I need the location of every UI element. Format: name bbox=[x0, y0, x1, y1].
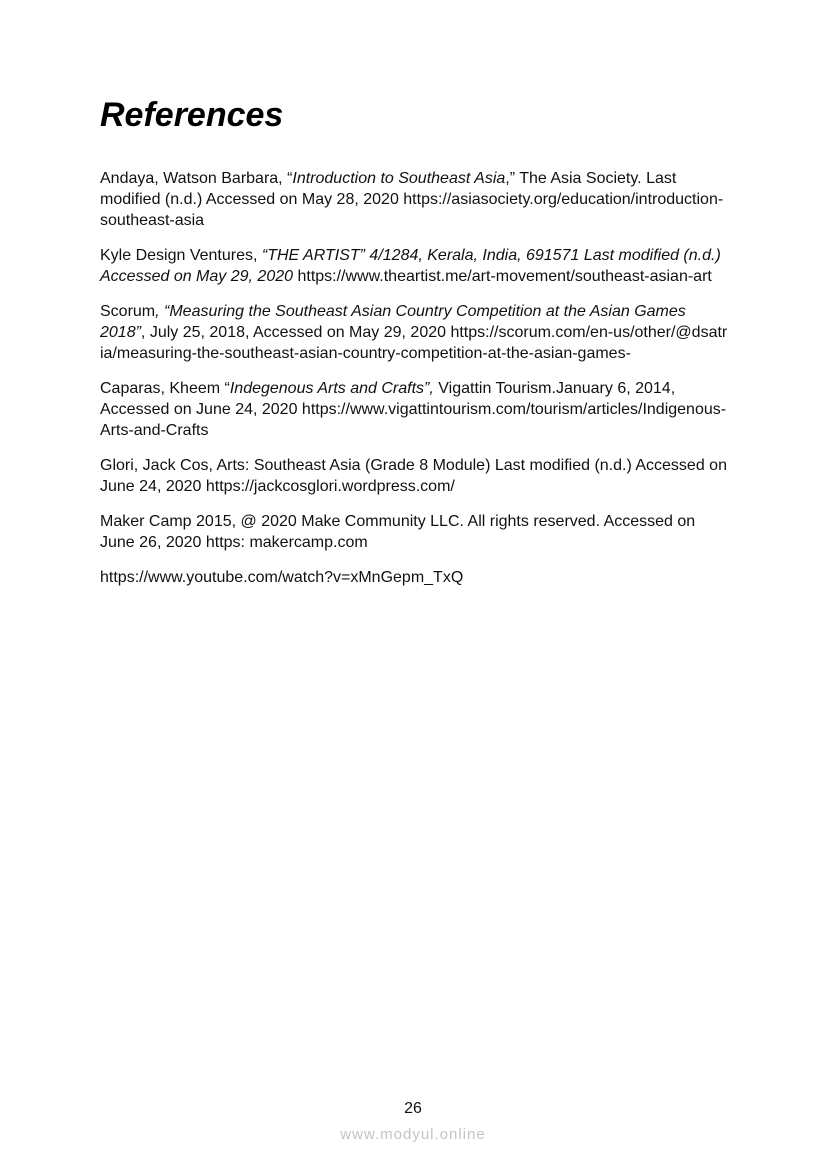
reference-title: Indegenous Arts and Crafts”, bbox=[229, 380, 434, 397]
reference-list bbox=[100, 168, 728, 602]
reference-url[interactable]: https://www.youtube.com/watch?v=xMnGepm_TxQ bbox=[100, 569, 464, 586]
reference-url[interactable]: https://www.theartist.me/art-movement/southeast-asian-art bbox=[297, 268, 712, 285]
reference-entry bbox=[100, 567, 728, 588]
reference-url[interactable]: https://asiasociety.org/education/introduction-southeast-asia bbox=[100, 191, 724, 229]
reference-title: Introduction to Southeast Asia bbox=[292, 170, 506, 187]
reference-text: Glori, Jack Cos, Arts: Southeast Asia (Grade 8 Module) Last modified (n.d.) Accessed on June 24, 2020 bbox=[100, 457, 727, 495]
reference-entry bbox=[100, 378, 728, 441]
watermark: www.modyul.online bbox=[340, 1126, 486, 1143]
reference-text: Caparas, Kheem “ bbox=[100, 380, 230, 397]
reference-url[interactable]: https://jackcosglori.wordpress.com/ bbox=[205, 478, 455, 495]
reference-entry bbox=[100, 511, 728, 553]
reference-entry bbox=[100, 245, 728, 287]
page-number: 26 bbox=[404, 1100, 422, 1117]
reference-entry bbox=[100, 455, 728, 497]
reference-text: , July 25, 2018, Accessed on May 29, 2020 bbox=[140, 324, 451, 341]
reference-title: , “Measuring the Southeast Asian Country Competition at the Asian Games 2018” bbox=[100, 303, 686, 341]
reference-url[interactable]: https://www.vigattintourism.com/tourism/articles/Indigenous-Arts-and-Crafts bbox=[100, 401, 727, 439]
reference-entry bbox=[100, 301, 728, 364]
reference-text: Scorum bbox=[100, 303, 156, 320]
reference-title: “THE ARTIST” 4/1284, Kerala, India, 691571 Last modified (n.d.) Accessed on May 29, 2020 bbox=[100, 247, 721, 285]
reference-text: Vigattin Tourism.January 6, 2014, Accessed on June 24, 2020 bbox=[100, 380, 676, 418]
reference-text: ,” The Asia Society. Last modified (n.d.) Accessed on May 28, 2020 bbox=[100, 170, 677, 208]
page-title: References bbox=[100, 96, 284, 134]
reference-text: Kyle Design Ventures, bbox=[100, 247, 262, 264]
reference-text: Maker Camp 2015, @ 2020 Make Community LLC. All rights reserved. Accessed on June 26, 2020 https: makercamp.com bbox=[100, 513, 696, 551]
reference-url[interactable]: https://scorum.com/en-us/other/@dsatria/measuring-the-southeast-asian-country-competition-at-the-asian-games- bbox=[100, 324, 728, 362]
reference-text: Andaya, Watson Barbara, “ bbox=[100, 170, 293, 187]
reference-entry bbox=[100, 168, 728, 231]
